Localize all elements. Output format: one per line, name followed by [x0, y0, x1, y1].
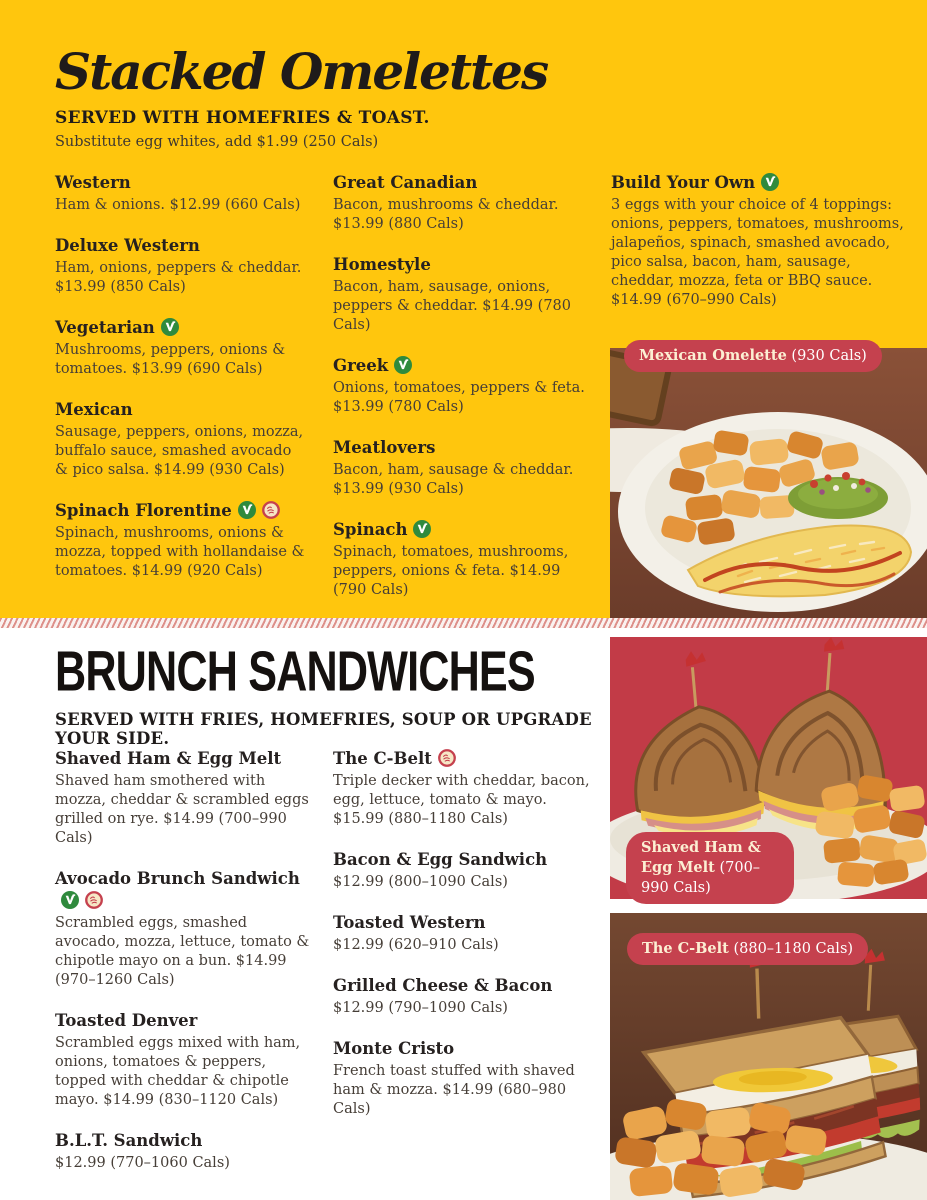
vegetarian-icon: [61, 891, 79, 909]
item-name: B.L.T. Sandwich: [55, 1131, 203, 1150]
item-name: Greek: [333, 355, 591, 377]
menu-item: [55, 317, 307, 379]
omelettes-title: Stacked Omelettes: [55, 42, 548, 101]
item-name: Build Your Own: [611, 172, 905, 194]
item-name: Monte Cristo: [333, 1039, 455, 1058]
menu-item: [333, 849, 591, 892]
item-name: Spinach Florentine: [55, 500, 307, 522]
shaved-ham-egg-melt-photo: [610, 637, 927, 899]
item-description: Ham & onions. $12.99 (660 Cals): [55, 197, 301, 213]
omelettes-subtitle: SERVED WITH HOMEFRIES & TOAST.: [55, 108, 430, 128]
brunch-subtitle: SERVED WITH FRIES, HOMEFRIES, SOUP OR UPGRADE YOUR SIDE.: [55, 710, 592, 748]
badge-dish-cals: (930 Cals): [791, 348, 867, 364]
item-description: Spinach, tomatoes, mushrooms, peppers, onions & feta. $14.99 (790 Cals): [333, 544, 569, 598]
menu-item: [55, 235, 307, 297]
signature-icon: [262, 501, 280, 519]
item-description: Scrambled eggs mixed with ham, onions, tomatoes & peppers, topped with cheddar & chipotle mayo. $14.99 (830–1120 Cals): [55, 1035, 301, 1108]
signature-icon: [438, 749, 456, 767]
item-description: Onions, tomatoes, peppers & feta. $13.99 (780 Cals): [333, 380, 585, 415]
vegetarian-icon: [761, 173, 779, 191]
item-description: $12.99 (620–910 Cals): [333, 937, 499, 953]
menu-item: [333, 1038, 591, 1119]
item-name: The C-Belt: [333, 748, 591, 770]
item-description: Scrambled eggs, smashed avocado, mozza, lettuce, tomato & chipotle mayo on a bun. $14.99 (970–1260 Cals): [55, 915, 310, 988]
shaved-ham-caption-badge: [626, 832, 794, 904]
brunch-header: [55, 640, 615, 748]
menu-item: [55, 748, 313, 848]
menu-item: [333, 355, 591, 417]
menu-item: [55, 1130, 313, 1173]
item-name: Western: [55, 173, 131, 192]
item-description: Sausage, peppers, onions, mozza, buffalo sauce, smashed avocado & pico salsa. $14.99 (930 Cals): [55, 424, 304, 478]
menu-item: [333, 975, 591, 1018]
item-name: Grilled Cheese & Bacon: [333, 976, 553, 995]
menu-item: [55, 1010, 313, 1110]
brunch-column-1: [55, 748, 313, 1193]
badge-dish-name: The C-Belt: [642, 940, 729, 957]
item-description: Bacon, ham, sausage, onions, peppers & cheddar. $14.99 (780 Cals): [333, 279, 571, 333]
item-description: French toast stuffed with shaved ham & mozza. $14.99 (680–980 Cals): [333, 1063, 575, 1117]
item-name: Mexican: [55, 400, 133, 419]
menu-item: [333, 437, 591, 499]
item-name: Shaved Ham & Egg Melt: [55, 749, 282, 768]
brunch-title: BRUNCH SANDWICHES: [55, 640, 535, 704]
mexican-omelette-photo: [610, 348, 927, 618]
item-name: Homestyle: [333, 255, 431, 274]
item-description: $12.99 (790–1090 Cals): [333, 1000, 508, 1016]
item-description: Bacon, ham, sausage & cheddar. $13.99 (930 Cals): [333, 462, 574, 497]
vegetarian-icon: [238, 501, 256, 519]
item-name: Avocado Brunch Sandwich: [55, 868, 313, 912]
item-name: Great Canadian: [333, 173, 478, 192]
item-name: Meatlovers: [333, 438, 436, 457]
omelette-photo-illustration: [610, 348, 927, 618]
item-name: Deluxe Western: [55, 236, 200, 255]
omelettes-header: [55, 44, 615, 150]
menu-item: [333, 912, 591, 955]
badge-dish-cals: (700–990 Cals): [641, 860, 761, 896]
menu-item: [333, 254, 591, 335]
menu-item: [333, 172, 591, 234]
omelettes-substitution-note: Substitute egg whites, add $1.99 (250 Cals): [55, 134, 379, 150]
menu-item: [333, 748, 591, 829]
item-description: Triple decker with cheddar, bacon, egg, lettuce, tomato & mayo. $15.99 (880–1180 Cals): [333, 773, 590, 827]
c-belt-caption-badge: [627, 933, 868, 965]
brunch-column-2: [333, 748, 591, 1139]
vegetarian-icon: [161, 318, 179, 336]
item-name: Toasted Denver: [55, 1011, 198, 1030]
item-description: Mushrooms, peppers, onions & tomatoes. $13.99 (690 Cals): [55, 342, 286, 377]
omelettes-column-3: [611, 172, 905, 330]
badge-dish-name: Shaved Ham & Egg Melt: [641, 839, 761, 876]
item-description: Spinach, mushrooms, onions & mozza, topped with hollandaise & tomatoes. $14.99 (920 Cals): [55, 525, 305, 579]
signature-icon: [85, 891, 103, 909]
item-name: Toasted Western: [333, 913, 486, 932]
mexican-omelette-caption-badge: [624, 340, 882, 372]
menu-item: [55, 500, 307, 581]
omelettes-column-1: [55, 172, 307, 601]
menu-item: [333, 519, 591, 600]
vegetarian-icon: [394, 356, 412, 374]
badge-dish-cals: (880–1180 Cals): [733, 941, 854, 957]
vegetarian-icon: [413, 520, 431, 538]
section-divider: [0, 618, 927, 628]
item-name: Bacon & Egg Sandwich: [333, 850, 548, 869]
item-description: Bacon, mushrooms & cheddar. $13.99 (880 Cals): [333, 197, 559, 232]
item-description: 3 eggs with your choice of 4 toppings: onions, peppers, tomatoes, mushrooms, jalapeños, spinach, smashed avocado, pico salsa, bacon, ham, sausage, cheddar, mozza, feta or BBQ sauce. $14.99 (670–990 Cals): [611, 197, 904, 308]
item-name: Vegetarian: [55, 317, 307, 339]
menu-item: [55, 172, 307, 215]
omelettes-column-2: [333, 172, 591, 620]
item-description: Ham, onions, peppers & cheddar. $13.99 (850 Cals): [55, 260, 302, 295]
menu-item: [55, 399, 307, 480]
c-belt-photo: [610, 913, 927, 1200]
menu-item: [55, 868, 313, 990]
badge-dish-name: Mexican Omelette: [639, 347, 787, 364]
item-name: Spinach: [333, 519, 591, 541]
item-description: Shaved ham smothered with mozza, cheddar & scrambled eggs grilled on rye. $14.99 (700–990 Cals): [55, 773, 309, 846]
item-description: $12.99 (770–1060 Cals): [55, 1155, 230, 1171]
item-description: $12.99 (800–1090 Cals): [333, 874, 508, 890]
menu-item: [611, 172, 905, 310]
